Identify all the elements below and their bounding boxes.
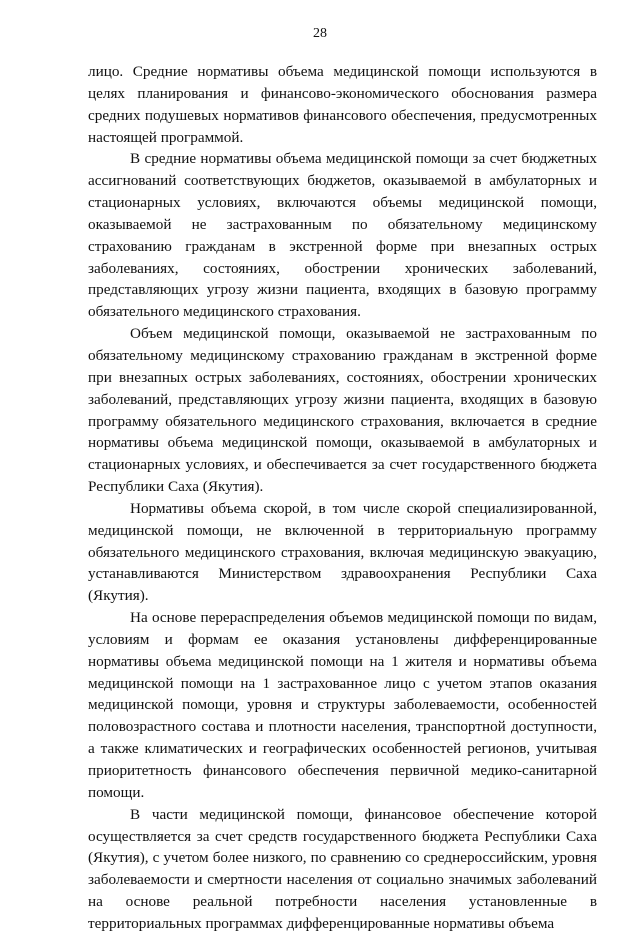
paragraph: В части медицинской помощи, финансовое обеспечение которой осуществляется за счет средств государственного бюджета Республики Саха (Якутия), с учетом более низкого, по сравнению со среднероссийским, уровня заболеваемости и смертности населения от социально значимых заболеваний на основе реальной потребности населения установленные в территориальных программах дифференцированные нормативы объема (88, 805, 597, 932)
paragraph: Нормативы объема скорой, в том числе скорой специализированной, медицинской помощи, не включенной в территориальную программу обязательного медицинского страхования, включая медицинскую эвакуацию, устанавливаются Министерством здравоохранения Республики Саха (Якутия). (88, 499, 597, 605)
page-number: 28 (313, 26, 327, 41)
paragraph: Объем медицинской помощи, оказываемой не застрахованным по обязательному медицинскому страхованию гражданам в экстренной форме при внезапных острых заболеваниях, состояниях, обострении хронических заболеваний, представляющих угрозу жизни пациента, входящих в базовую программу обязательного медицинского страхования, включается в средние нормативы объема медицинской помощи, оказываемой в амбулаторных и стационарных условиях, и обеспечивается за счет государственного бюджета Республики Саха (Якутия). (88, 325, 597, 496)
paragraph: В средние нормативы объема медицинской помощи за счет бюджетных ассигнований соответствующих бюджетов, оказываемой в амбулаторных и стационарных условиях, включаются объемы медицинской помощи, оказываемой не застрахованным по обязательному медицинскому страхованию гражданам в экстренной форме при внезапных острых заболеваниях, состояниях, обострении хронических заболеваний, представляющих угрозу жизни пациента, входящих в базовую программу обязательного медицинского страхования. (88, 150, 597, 321)
paragraph-continuation: лицо. Средние нормативы объема медицинской помощи используются в целях планирования и финансово-экономического обоснования размера средних подушевых нормативов финансового обеспечения, предусмотренных настоящей программой. (88, 63, 597, 146)
document-body (88, 61, 597, 935)
paragraph: На основе перераспределения объемов медицинской помощи по видам, условиям и формам ее оказания установлены дифференцированные нормативы объема медицинской помощи на 1 жителя и нормативы объема медицинской помощи на 1 застрахованное лицо с учетом этапов оказания медицинской помощи, уровня и структуры заболеваемости, особенностей половозрастного состава и плотности населения, транспортной доступности, а также климатических и географических особенностей регионов, учитывая приоритетность финансового обеспечения первичной медико-санитарной помощи. (88, 609, 597, 801)
